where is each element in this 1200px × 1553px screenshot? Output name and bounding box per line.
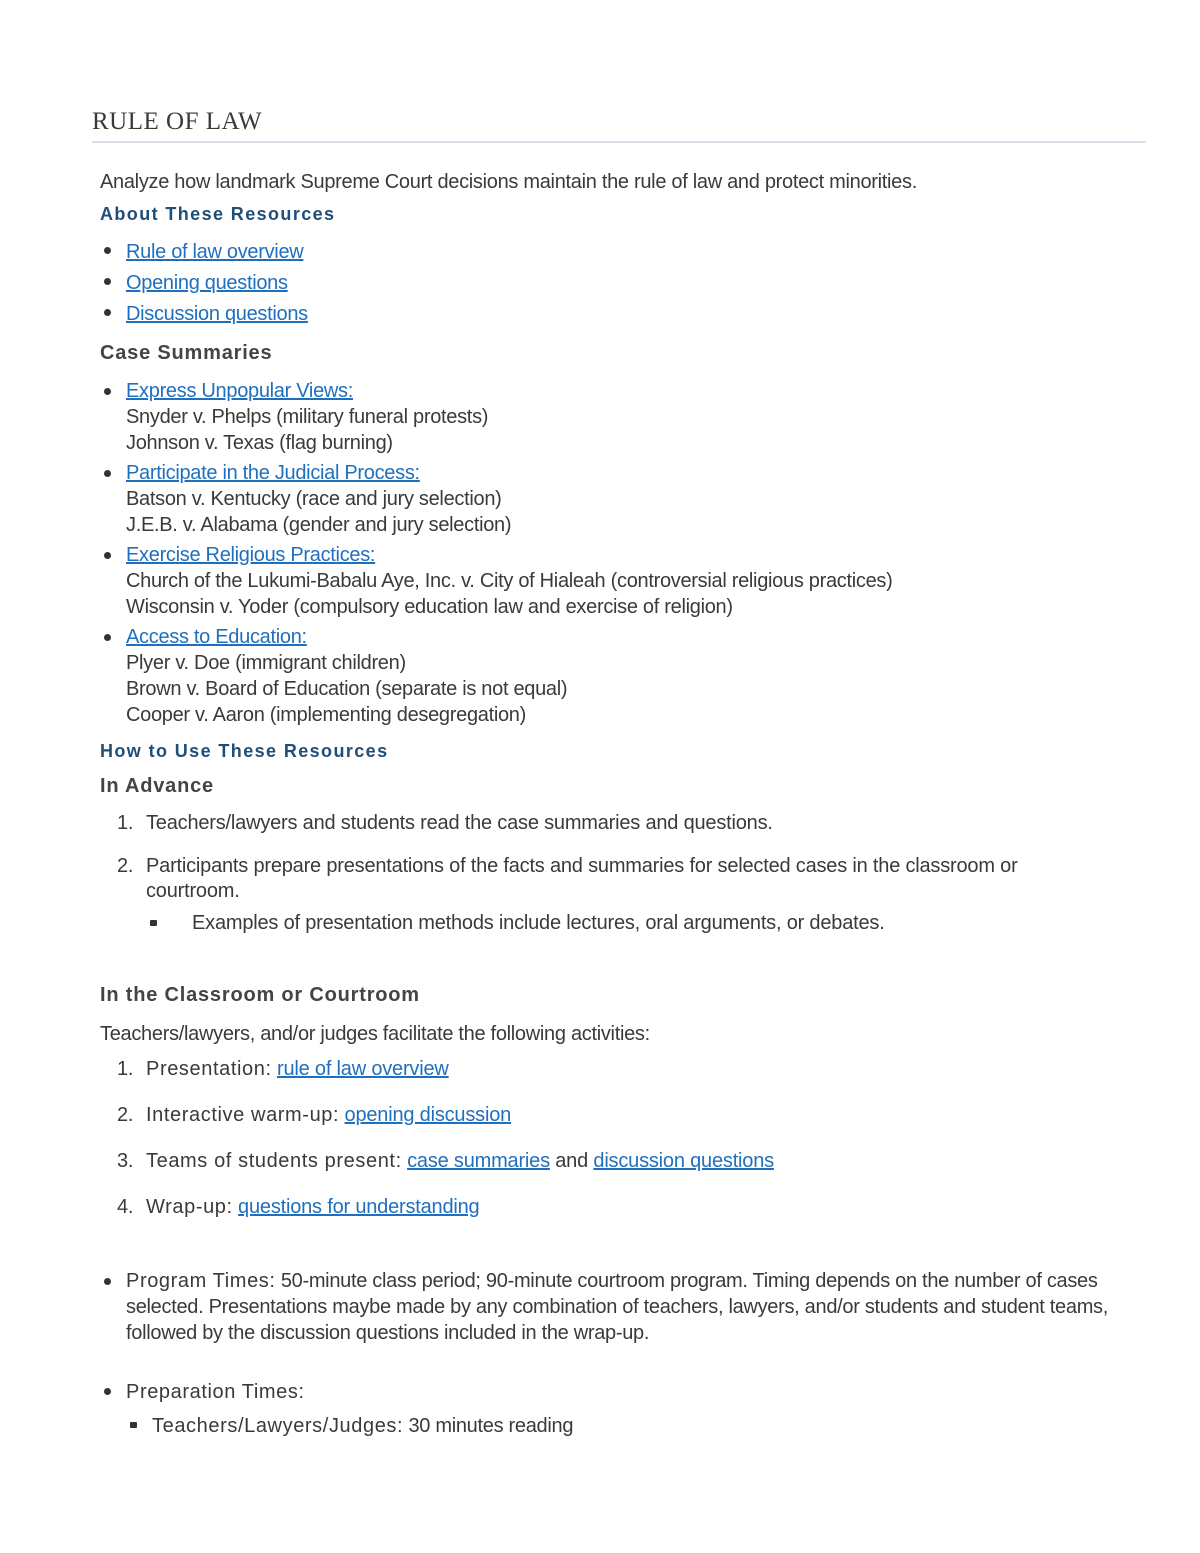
link-questions-for-understanding[interactable]: questions for understanding [238, 1196, 480, 1218]
link-opening-discussion[interactable]: opening discussion [344, 1104, 512, 1126]
step-label: Wrap-up: [146, 1196, 233, 1218]
sub-list [146, 910, 1120, 936]
case-item: Batson v. Kentucky (race and jury selection) [126, 488, 502, 510]
list-item: 2. Interactive warm-up: opening discussion [117, 1104, 512, 1126]
list-item: 1. Presentation: rule of law overview [117, 1058, 449, 1080]
in-advance-heading: In Advance [100, 775, 214, 797]
list-item: 4. Wrap-up: questions for understanding [117, 1196, 480, 1218]
link-participate-judicial-process[interactable]: Participate in the Judicial Process: [126, 462, 420, 484]
link-discussion-questions[interactable]: Discussion questions [126, 303, 308, 325]
case-groups-list [100, 378, 1120, 728]
case-group [100, 542, 1120, 620]
case-group [100, 624, 1120, 728]
link-rule-of-law-overview-2[interactable]: rule of law overview [277, 1058, 449, 1080]
case-summaries-heading: Case Summaries [100, 342, 273, 364]
program-times-text: 50-minute class period; 90-minute courtroom program. Timing depends on the number of cases selected. Presentations maybe made by any combination of teachers, lawyers, and/or students and student teams, followed by the discussion questions included in the wrap-up. [126, 1270, 1109, 1344]
prep-times-list [100, 1378, 1120, 1440]
case-group [100, 378, 1120, 456]
list-item [100, 1378, 1120, 1440]
case-item: Johnson v. Texas (flag burning) [126, 432, 393, 454]
how-to-heading: How to Use These Resources [100, 741, 389, 761]
classroom-heading: In the Classroom or Courtroom [100, 984, 420, 1006]
case-item: J.E.B. v. Alabama (gender and jury selection) [126, 514, 512, 536]
step-label: Teams of students present: [146, 1150, 402, 1172]
link-discussion-questions-2[interactable]: discussion questions [593, 1150, 774, 1172]
about-links-list [100, 237, 1120, 330]
case-item: Church of the Lukumi-Babalu Aye, Inc. v. City of Hialeah (controversial religious practices) [126, 570, 893, 592]
link-rule-of-law-overview[interactable]: Rule of law overview [126, 241, 304, 263]
about-heading: About These Resources [100, 204, 336, 224]
link-case-summaries[interactable]: case summaries [407, 1150, 550, 1172]
link-access-to-education[interactable]: Access to Education: [126, 626, 307, 648]
step-label: Interactive warm-up: [146, 1104, 340, 1126]
joiner-text: and [555, 1150, 589, 1172]
link-express-unpopular-views[interactable]: Express Unpopular Views: [126, 380, 353, 402]
link-opening-questions[interactable]: Opening questions [126, 272, 288, 294]
sub-item-text: Examples of presentation methods include lectures, oral arguments, or debates. [192, 912, 885, 934]
case-item: Cooper v. Aaron (implementing desegregation) [126, 704, 526, 726]
step-text: Participants prepare presentations of the facts and summaries for selected cases in the classroom or courtroom. [146, 855, 1018, 902]
list-item [100, 237, 1120, 268]
list-item [126, 1412, 1120, 1440]
list-item [100, 299, 1120, 330]
case-group [100, 460, 1120, 538]
case-item: Brown v. Board of Education (separate is not equal) [126, 678, 568, 700]
program-times-label: Program Times: [126, 1270, 276, 1292]
list-item [100, 1268, 1120, 1346]
list-item: 2. Participants prepare presentations of the facts and summaries for selected cases in the classroom or courtroom. Examples of presentation methods include lectures, oral arguments, or debates. [100, 854, 1120, 936]
step-text: Teachers/lawyers and students read the case summaries and questions. [146, 812, 773, 834]
main-content [100, 168, 1120, 1440]
case-item: Snyder v. Phelps (military funeral protests) [126, 406, 489, 428]
prep-times-label: Preparation Times: [126, 1381, 305, 1403]
list-item [146, 910, 1120, 936]
advance-steps [100, 810, 1120, 936]
link-exercise-religious-practices[interactable]: Exercise Religious Practices: [126, 544, 376, 566]
list-item [100, 268, 1120, 299]
case-item: Wisconsin v. Yoder (compulsory education law and exercise of religion) [126, 596, 733, 618]
prep-sub-label: Teachers/Lawyers/Judges: [152, 1415, 404, 1437]
program-times-list [100, 1268, 1120, 1346]
case-item: Plyer v. Doe (immigrant children) [126, 652, 406, 674]
classroom-intro: Teachers/lawyers, and/or judges facilitate the following activities: [100, 1023, 650, 1045]
sub-list [126, 1412, 1120, 1440]
list-item: 1. Teachers/lawyers and students read the case summaries and questions. [117, 812, 773, 834]
prep-sub-text: 30 minutes reading [408, 1415, 574, 1437]
classroom-steps [100, 1054, 1120, 1222]
page-title: RULE OF LAW [92, 108, 263, 135]
intro-text: Analyze how landmark Supreme Court decisions maintain the rule of law and protect minorities. [100, 171, 917, 193]
step-label: Presentation: [146, 1058, 272, 1080]
list-item: 3. Teams of students present: case summaries and discussion questions [117, 1150, 774, 1172]
title-divider [92, 141, 1146, 143]
